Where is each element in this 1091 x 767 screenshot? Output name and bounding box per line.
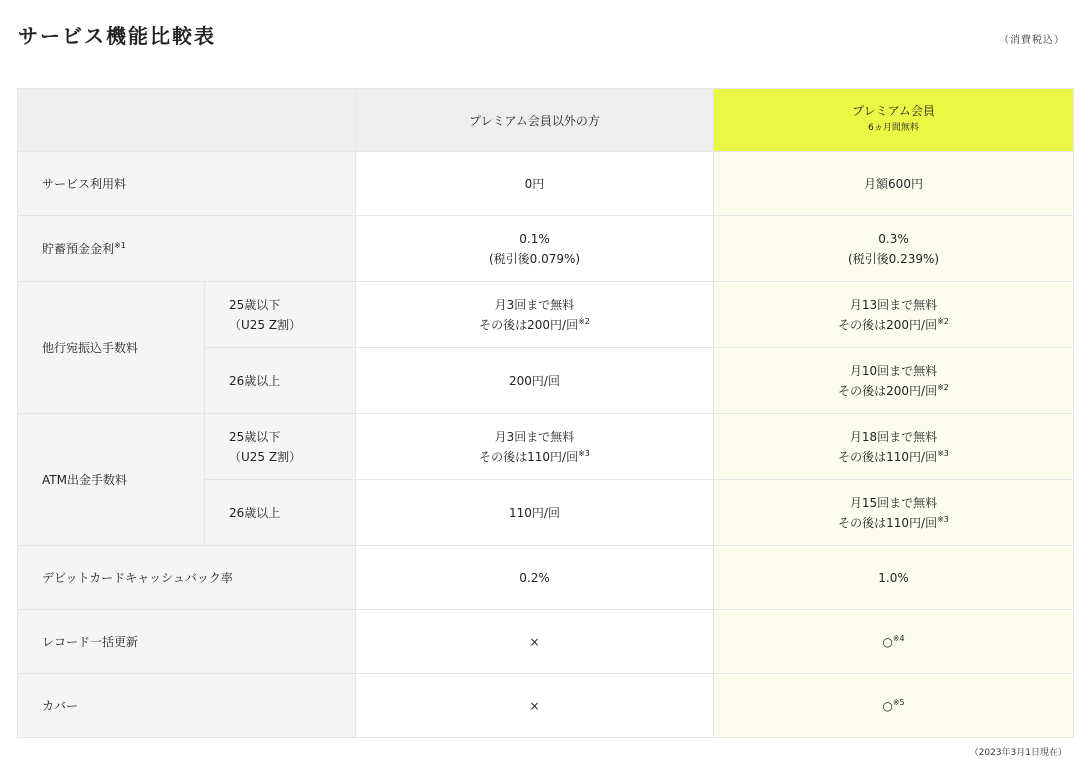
cell-standard-atm-u25-free: 月3回まで無料 xyxy=(494,429,575,444)
cell-standard-interest-rate: 0.1% xyxy=(519,231,550,246)
cell-standard-cover: × xyxy=(356,674,714,738)
cell-premium-transfer-o26-free: 月10回まで無料 xyxy=(849,363,938,378)
table-row-transfer-u25 xyxy=(18,282,1074,348)
cell-premium-atm-u25-free: 月18回まで無料 xyxy=(849,429,938,444)
footnote-5: ※5 xyxy=(892,697,905,707)
header-premium-sub: 6ヵ月間無料 xyxy=(868,123,919,133)
table-row-cover xyxy=(18,674,1074,738)
sublabel-transfer-u25-plan: （U25 Z割） xyxy=(229,317,302,332)
cell-standard-atm-u25-after: その後は110円/回 xyxy=(479,449,579,464)
cell-premium-atm-u25-after: その後は110円/回 xyxy=(838,449,938,464)
table-row-atm-u25 xyxy=(18,414,1074,480)
cell-premium-fee: 月額600円 xyxy=(714,152,1074,216)
row-label-interest xyxy=(18,216,356,282)
cell-premium-atm-o26 xyxy=(714,480,1074,546)
cell-premium-cashback: 1.0% xyxy=(714,546,1074,610)
cell-standard-interest xyxy=(356,216,714,282)
cell-standard-transfer-o26: 200円/回 xyxy=(356,348,714,414)
cell-premium-cover xyxy=(714,674,1074,738)
row-label-record: レコード一括更新 xyxy=(18,610,356,674)
sublabel-atm-u25-plan: （U25 Z割） xyxy=(229,449,302,464)
cell-premium-cover-mark: ○ xyxy=(882,698,893,713)
footnote-4: ※4 xyxy=(892,633,905,643)
cell-standard-cashback: 0.2% xyxy=(356,546,714,610)
cell-standard-atm-o26: 110円/回 xyxy=(356,480,714,546)
cell-premium-transfer-u25 xyxy=(714,282,1074,348)
sublabel-transfer-o26: 26歳以上 xyxy=(205,348,356,414)
sublabel-transfer-u25-age: 25歳以下 xyxy=(229,297,281,312)
cell-standard-interest-after-tax: (税引後0.079%) xyxy=(488,251,581,266)
footnote-3: ※3 xyxy=(937,448,949,458)
cell-premium-atm-u25 xyxy=(714,414,1074,480)
table-row-interest xyxy=(18,216,1074,282)
sublabel-atm-u25-age: 25歳以下 xyxy=(229,429,281,444)
cell-premium-interest-rate: 0.3% xyxy=(878,231,909,246)
header-empty-cell xyxy=(18,89,356,152)
row-label-fee: サービス利用料 xyxy=(18,152,356,216)
row-label-interest-text: 貯蓄預金金利 xyxy=(42,242,115,256)
footnote-3: ※3 xyxy=(578,448,590,458)
table-row-cashback xyxy=(18,546,1074,610)
table-row-record xyxy=(18,610,1074,674)
row-label-atm: ATM出金手数料 xyxy=(18,414,205,546)
sublabel-transfer-u25 xyxy=(205,282,356,348)
cell-premium-atm-o26-free: 月15回まで無料 xyxy=(849,495,938,510)
footnote-3: ※3 xyxy=(937,514,949,524)
cell-standard-transfer-u25 xyxy=(356,282,714,348)
footnote-1: ※1 xyxy=(114,241,126,250)
cell-premium-transfer-u25-after: その後は200円/回 xyxy=(838,317,938,332)
cell-standard-transfer-u25-free: 月3回まで無料 xyxy=(494,297,575,312)
footnote-2: ※2 xyxy=(937,316,949,326)
cell-standard-atm-u25 xyxy=(356,414,714,480)
row-label-transfer: 他行宛振込手数料 xyxy=(18,282,205,414)
cell-premium-atm-o26-after: その後は110円/回 xyxy=(838,515,938,530)
header-row xyxy=(18,89,1074,152)
row-label-cashback: デビットカードキャッシュバック率 xyxy=(18,546,356,610)
page-title: サービス機能比較表 xyxy=(18,24,216,48)
header-premium-title: プレミアム会員 xyxy=(852,104,935,118)
tax-note: （消費税込） xyxy=(999,35,1065,46)
comparison-table xyxy=(17,88,1074,738)
sublabel-atm-o26: 26歳以上 xyxy=(205,480,356,546)
sublabel-atm-u25 xyxy=(205,414,356,480)
cell-premium-interest xyxy=(714,216,1074,282)
cell-standard-fee: 0円 xyxy=(356,152,714,216)
header-premium xyxy=(714,89,1074,152)
table-row-fee xyxy=(18,152,1074,216)
date-note: （2023年3月1日現在） xyxy=(969,748,1067,758)
cell-premium-transfer-o26-after: その後は200円/回 xyxy=(838,383,938,398)
cell-premium-record xyxy=(714,610,1074,674)
cell-premium-record-mark: ○ xyxy=(882,634,893,649)
cell-premium-transfer-o26 xyxy=(714,348,1074,414)
footnote-2: ※2 xyxy=(578,316,590,326)
footnote-2: ※2 xyxy=(937,382,949,392)
row-label-cover: カバー xyxy=(18,674,356,738)
header-standard: プレミアム会員以外の方 xyxy=(356,89,714,152)
cell-standard-transfer-u25-after: その後は200円/回 xyxy=(479,317,579,332)
cell-premium-transfer-u25-free: 月13回まで無料 xyxy=(849,297,938,312)
cell-standard-record: × xyxy=(356,610,714,674)
cell-premium-interest-after-tax: (税引後0.239%) xyxy=(847,251,940,266)
